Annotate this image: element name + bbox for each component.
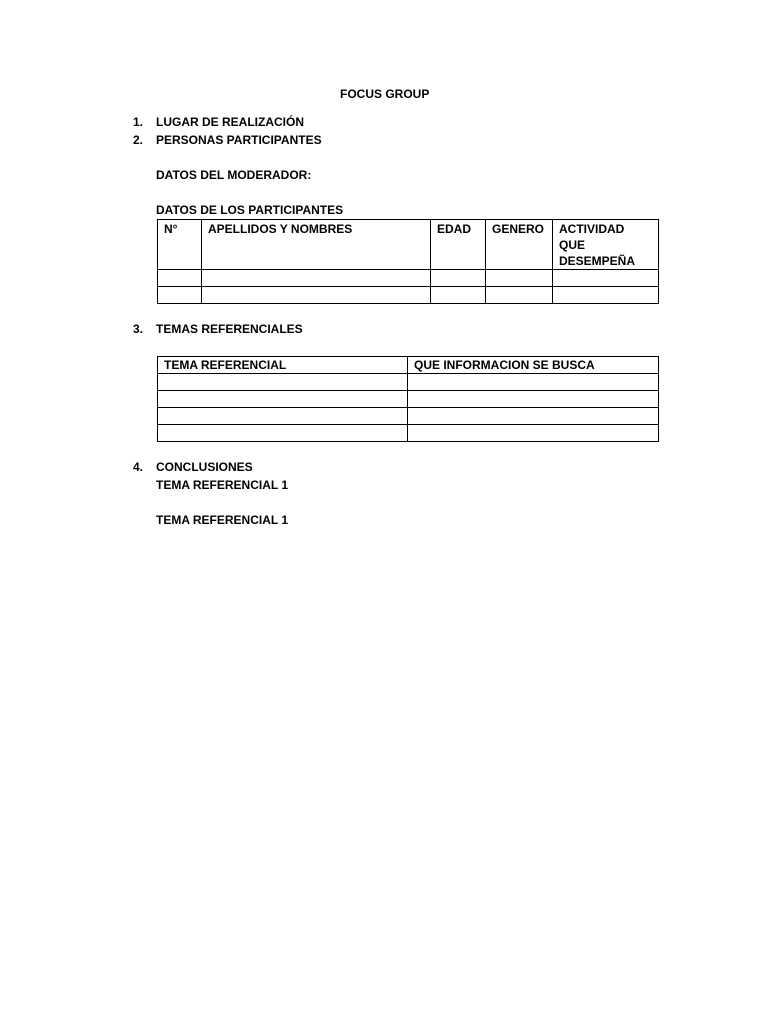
- table-cell: [408, 391, 659, 408]
- section-1-number: 1.: [133, 115, 144, 129]
- moderator-label: DATOS DEL MODERADOR:: [156, 168, 312, 182]
- table-cell: [158, 425, 408, 442]
- topics-table: [157, 356, 659, 442]
- table-row: [158, 391, 659, 408]
- table-row: [158, 408, 659, 425]
- table-row: [158, 374, 659, 391]
- section-4-label: CONCLUSIONES: [156, 460, 253, 474]
- table-header-cell: N°: [158, 220, 202, 270]
- section-2-number: 2.: [133, 133, 144, 147]
- table-row: [158, 270, 659, 287]
- table-cell: [431, 270, 486, 287]
- table-header-cell: ACTIVIDAD QUE DESEMPEÑA: [553, 220, 659, 270]
- table-header-cell: EDAD: [431, 220, 486, 270]
- section-2-label: PERSONAS PARTICIPANTES: [156, 133, 322, 147]
- table-cell: [553, 287, 659, 304]
- table-header-cell: QUE INFORMACION SE BUSCA: [408, 357, 659, 374]
- table-header-row: [158, 220, 659, 270]
- section-3-label: TEMAS REFERENCIALES: [156, 322, 303, 336]
- table-cell: [158, 270, 202, 287]
- participants-table: [157, 219, 659, 304]
- table-cell: [553, 270, 659, 287]
- table-header-cell: GENERO: [486, 220, 553, 270]
- table-header-row: [158, 357, 659, 374]
- table-cell: [486, 287, 553, 304]
- table-cell: [408, 374, 659, 391]
- conclusion-item-1: TEMA REFERENCIAL 1: [156, 478, 289, 492]
- table-cell: [158, 408, 408, 425]
- section-1-label: LUGAR DE REALIZACIÓN: [156, 115, 304, 129]
- table-row: [158, 425, 659, 442]
- section-4-number: 4.: [133, 460, 144, 474]
- table-row: [158, 287, 659, 304]
- table-cell: [158, 391, 408, 408]
- table-cell: [202, 270, 431, 287]
- table-header-cell: TEMA REFERENCIAL: [158, 357, 408, 374]
- table-cell: [158, 287, 202, 304]
- table-cell: [431, 287, 486, 304]
- table-cell: [408, 408, 659, 425]
- section-3-number: 3.: [133, 322, 144, 336]
- conclusion-item-2: TEMA REFERENCIAL 1: [156, 513, 289, 527]
- table-header-cell: APELLIDOS Y NOMBRES: [202, 220, 431, 270]
- table-cell: [408, 425, 659, 442]
- document-title: FOCUS GROUP: [340, 87, 430, 101]
- table-cell: [486, 270, 553, 287]
- table-cell: [202, 287, 431, 304]
- participants-label: DATOS DE LOS PARTICIPANTES: [156, 203, 344, 217]
- table-cell: [158, 374, 408, 391]
